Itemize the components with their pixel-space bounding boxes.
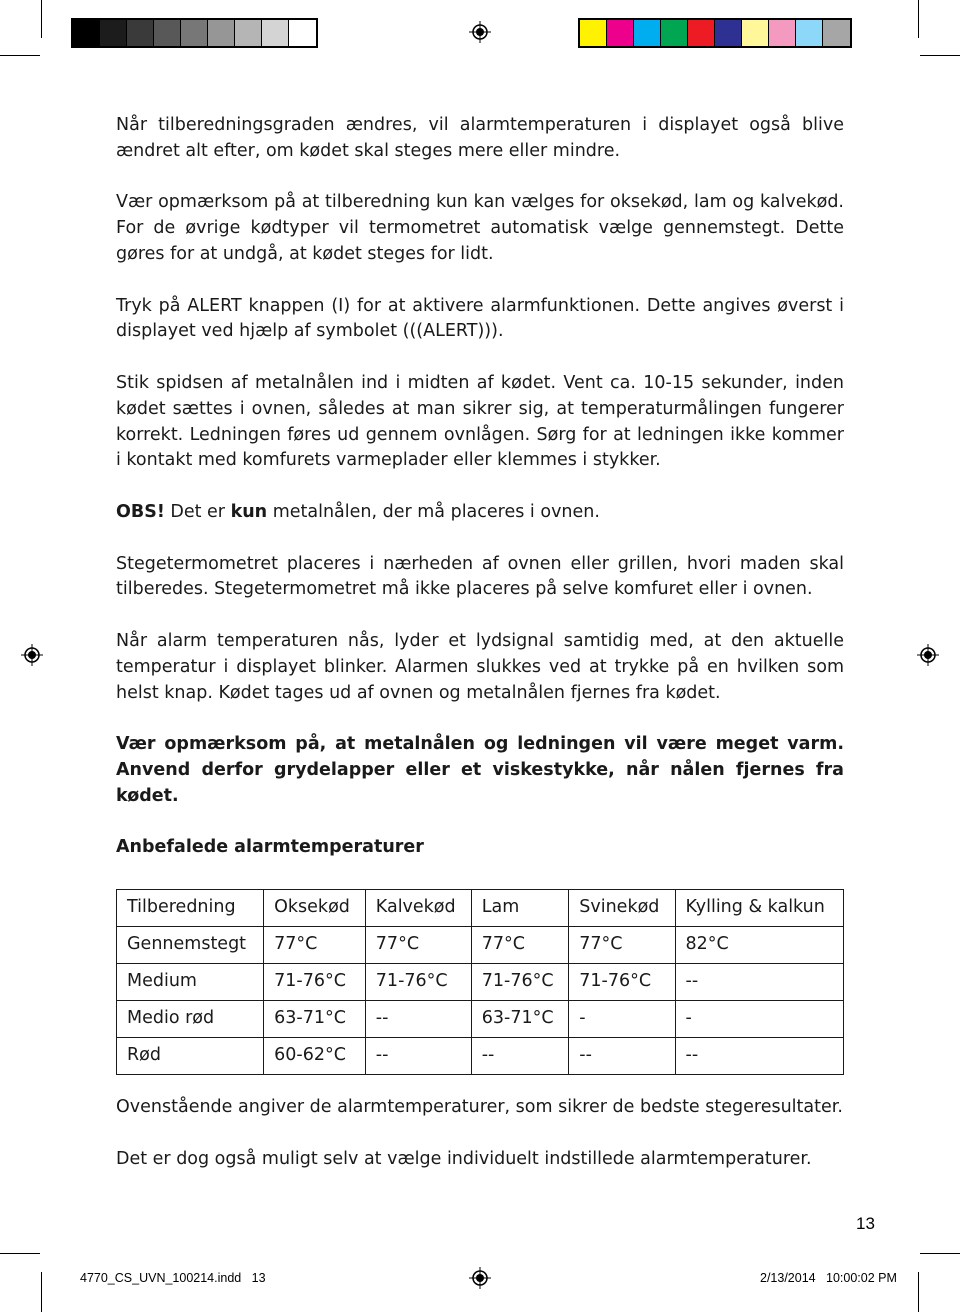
crop-mark-bottom-left-h bbox=[0, 1253, 40, 1254]
obs-label: OBS! bbox=[116, 501, 165, 522]
color-swatch bbox=[607, 20, 634, 46]
color-swatch bbox=[823, 20, 850, 46]
table-row bbox=[117, 1001, 844, 1038]
crop-mark-bottom-left-v bbox=[41, 1272, 42, 1312]
color-swatch bbox=[634, 20, 661, 46]
table-cell: 77°C bbox=[471, 927, 569, 964]
crop-mark-bottom-right-h bbox=[920, 1253, 960, 1254]
color-swatch bbox=[235, 20, 262, 46]
crop-mark-top-right-v bbox=[918, 0, 919, 38]
table-row bbox=[117, 927, 844, 964]
table-cell: 63-71°C bbox=[264, 1001, 366, 1038]
table-row bbox=[117, 964, 844, 1001]
table-cell: 71-76°C bbox=[264, 964, 366, 1001]
table-header-cell: Lam bbox=[471, 890, 569, 927]
crop-mark-bottom-right-v bbox=[918, 1272, 919, 1312]
table-cell: Medium bbox=[117, 964, 264, 1001]
color-swatch-bar bbox=[578, 18, 852, 48]
paragraph: Det er dog også muligt selv at vælge individuelt indstillede alarmtemperaturer. bbox=[116, 1148, 812, 1169]
color-swatch bbox=[289, 20, 316, 46]
table-cell: 82°C bbox=[675, 927, 843, 964]
table-header-cell: Kylling & kalkun bbox=[675, 890, 843, 927]
table-cell: -- bbox=[569, 1038, 675, 1075]
table-header-cell: Svinekød bbox=[569, 890, 675, 927]
color-swatch bbox=[742, 20, 769, 46]
table-cell: 60-62°C bbox=[264, 1038, 366, 1075]
registration-mark-icon bbox=[917, 644, 939, 666]
registration-mark-icon bbox=[469, 21, 491, 43]
color-swatch bbox=[208, 20, 235, 46]
color-swatch bbox=[127, 20, 154, 46]
table-cell: 77°C bbox=[264, 927, 366, 964]
color-swatch bbox=[661, 20, 688, 46]
color-swatch bbox=[100, 20, 127, 46]
table-cell: 71-76°C bbox=[471, 964, 569, 1001]
table-cell: 63-71°C bbox=[471, 1001, 569, 1038]
color-swatch bbox=[688, 20, 715, 46]
table-row bbox=[117, 1038, 844, 1075]
table-header-cell: Oksekød bbox=[264, 890, 366, 927]
table-cell: 71-76°C bbox=[365, 964, 471, 1001]
color-swatch bbox=[580, 20, 607, 46]
paragraph: Stegetermometret placeres i nærheden af ovnen eller grillen, hvori maden skal tilberedes. Stegetermometret må ikke placeres på selve komfuret eller i ovnen. bbox=[116, 553, 844, 600]
footer-date: 2/13/2014 10:00:02 PM bbox=[760, 1271, 897, 1285]
table-cell: 71-76°C bbox=[569, 964, 675, 1001]
table-cell: Rød bbox=[117, 1038, 264, 1075]
warning-text: Vær opmærksom på, at metalnålen og ledningen vil være meget varm. Anvend derfor grydelapper eller et viskestykke, når nålen fjernes fra kødet. bbox=[116, 734, 844, 806]
color-swatch bbox=[181, 20, 208, 46]
footer-file-info: 4770_CS_UVN_100214.indd 13 bbox=[80, 1271, 266, 1285]
table-cell: -- bbox=[365, 1001, 471, 1038]
table-cell: Gennemstegt bbox=[117, 927, 264, 964]
paragraph: Ovenstående angiver de alarmtemperaturer, som sikrer de bedste stegeresultater. bbox=[116, 1097, 843, 1118]
obs-text: Det er bbox=[164, 501, 231, 522]
table-cell: - bbox=[569, 1001, 675, 1038]
table-cell: -- bbox=[675, 1038, 843, 1075]
table-cell: -- bbox=[675, 964, 843, 1001]
table-cell: -- bbox=[365, 1038, 471, 1075]
crop-mark-top-left-h bbox=[0, 55, 40, 56]
crop-mark-top-left-v bbox=[41, 0, 42, 38]
obs-text: metalnålen, der må placeres i ovnen. bbox=[267, 501, 600, 522]
obs-note bbox=[116, 500, 844, 526]
paragraph: Når alarm temperaturen nås, lyder et lydsignal samtidig med, at den aktuelle temperatur i displayet blinker. Alarmen slukkes ved at trykke på en hvilken som helst knap. Kødet tages ud af ovnen og metalnålen fjernes fra kødet. bbox=[116, 630, 844, 703]
table-cell: 77°C bbox=[365, 927, 471, 964]
alarm-temperature-table bbox=[116, 889, 844, 1075]
page-content bbox=[116, 113, 844, 1198]
color-swatch bbox=[73, 20, 100, 46]
registration-mark-icon bbox=[469, 1267, 491, 1289]
paragraph: Vær opmærksom på at tilberedning kun kan vælges for oksekød, lam og kalvekød. For de øvrige kødtyper vil termometret automatisk vælge gennemstegt. Dette gøres for at undgå, at kødet steges for lidt. bbox=[116, 192, 844, 264]
color-swatch bbox=[154, 20, 181, 46]
crop-mark-top-right-h bbox=[920, 55, 960, 56]
obs-emphasis: kun bbox=[230, 501, 268, 522]
paragraph: Tryk på ALERT knappen (I) for at aktivere alarmfunktionen. Dette angives øverst i displayet ved hjælp af symbolet (((ALERT))). bbox=[116, 295, 844, 342]
page-number: 13 bbox=[856, 1214, 875, 1233]
table-header-row bbox=[117, 890, 844, 927]
color-swatch bbox=[796, 20, 823, 46]
table-header-cell: Tilberedning bbox=[117, 890, 264, 927]
table-cell: Medio rød bbox=[117, 1001, 264, 1038]
registration-mark-icon bbox=[21, 644, 43, 666]
gray-swatch-bar bbox=[71, 18, 318, 48]
color-swatch bbox=[262, 20, 289, 46]
table-heading: Anbefalede alarmtemperaturer bbox=[116, 837, 424, 858]
color-swatch bbox=[715, 20, 742, 46]
table-header-cell: Kalvekød bbox=[365, 890, 471, 927]
color-swatch bbox=[769, 20, 796, 46]
table-cell: -- bbox=[471, 1038, 569, 1075]
table-cell: 77°C bbox=[569, 927, 675, 964]
table-cell: - bbox=[675, 1001, 843, 1038]
paragraph: Stik spidsen af metalnålen ind i midten af kødet. Vent ca. 10-15 sekunder, inden kødet sættes i ovnen, således at man sikrer sig, at temperaturmålingen fungerer korrekt. Ledningen føres ud gennem ovnlågen. Sørg for at ledningen ikke kommer i kontakt med komfurets varmeplader eller klemmes i stykker. bbox=[116, 372, 844, 471]
paragraph: Når tilberedningsgraden ændres, vil alarmtemperaturen i displayet også blive ændret alt efter, om kødet skal steges mere eller mindre. bbox=[116, 115, 844, 161]
